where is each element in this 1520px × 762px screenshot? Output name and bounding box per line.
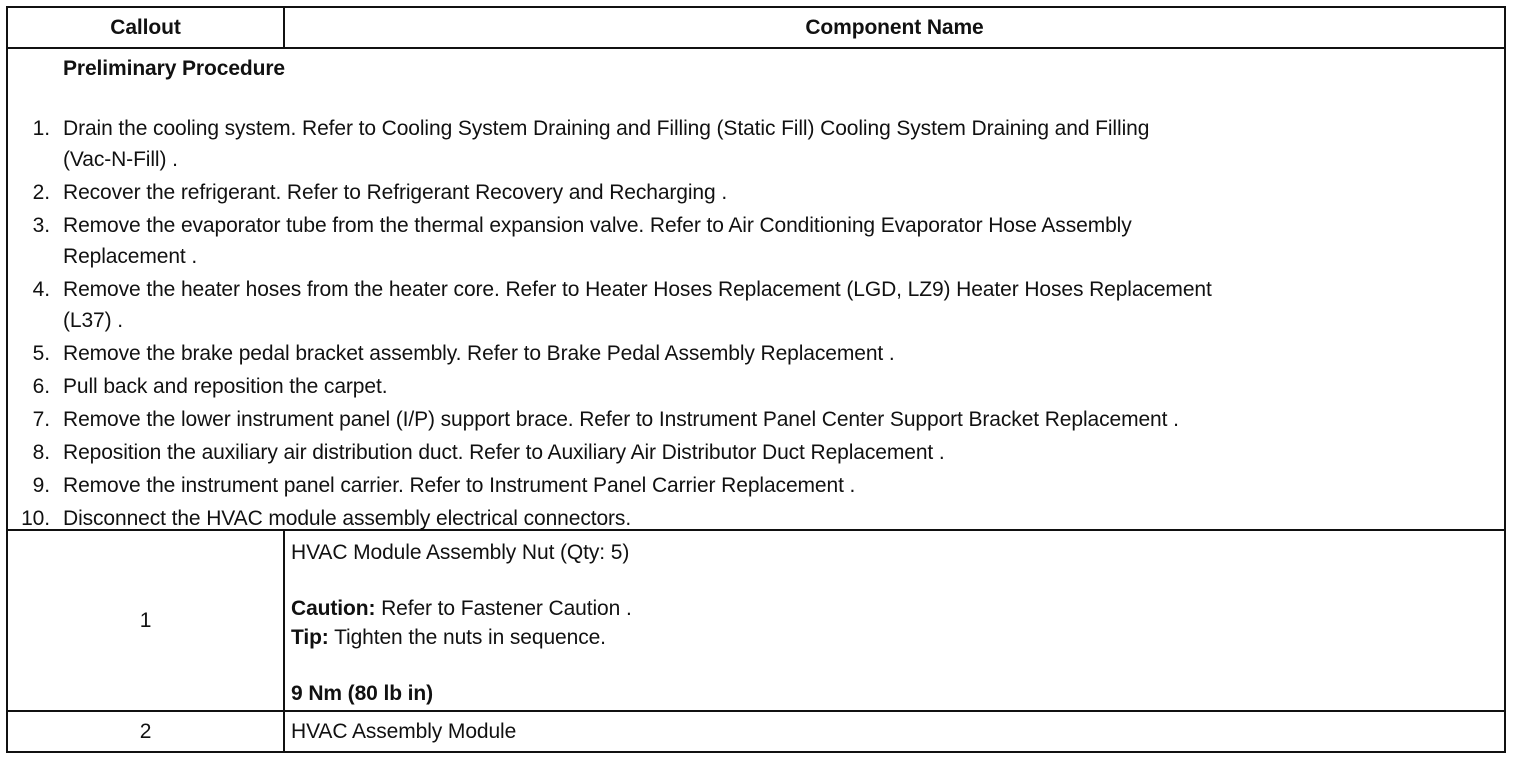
step-item [8,177,1498,208]
step-text-continued: Replacement . [63,245,198,268]
step-number: 8. [32,441,50,464]
step-item [8,210,1498,272]
header-callout: Callout [7,7,284,48]
table-row [7,711,1505,752]
step-text-continued: (L37) . [63,309,123,332]
step-number: 3. [32,214,50,237]
caution-line [291,597,632,621]
step-number: 5. [32,342,50,365]
preliminary-title: Preliminary Procedure [63,57,285,80]
step-text: Remove the lower instrument panel (I/P) support brace. Refer to Instrument Panel Center Support Bracket Replacement . [63,408,1179,431]
header-component-name: Component Name [284,7,1505,48]
torque-spec: 9 Nm (80 lb in) [291,682,434,705]
step-item [8,113,1498,175]
step-number: 4. [32,278,50,301]
preliminary-steps [8,113,1498,536]
step-number: 1. [32,117,50,140]
step-number: 7. [32,408,50,431]
step-text: Remove the heater hoses from the heater core. Refer to Heater Hoses Replacement (LGD, LZ9) Heater Hoses Replacement [63,278,1212,301]
preliminary-row [7,48,1505,530]
caution-label: Caution: [291,597,376,620]
caution-text: Refer to Fastener Caution . [375,597,632,620]
tip-text: Tighten the nuts in sequence. [328,626,606,649]
step-text-continued: (Vac-N-Fill) . [63,148,178,171]
step-text: Pull back and reposition the carpet. [63,375,388,398]
component-table [6,6,1506,753]
component-name: HVAC Module Assembly Nut (Qty: 5) [291,541,630,564]
table-row [7,530,1505,711]
tip-line [291,626,606,650]
step-item [8,338,1498,369]
step-text: Reposition the auxiliary air distribution duct. Refer to Auxiliary Air Distributor Duct Replacement . [63,441,945,464]
step-number: 2. [32,181,50,204]
header-row [7,7,1505,48]
step-number: 6. [32,375,50,398]
step-item [8,404,1498,435]
step-item [8,274,1498,336]
step-number: 10. [21,507,50,530]
callout-number: 1 [7,530,284,711]
preliminary-cell [7,48,1505,530]
step-item [8,470,1498,501]
step-text: Remove the evaporator tube from the thermal expansion valve. Refer to Air Conditioning Evaporator Hose Assembly [63,214,1132,237]
step-text: Drain the cooling system. Refer to Cooling System Draining and Filling (Static Fill) Cooling System Draining and Filling [63,117,1150,140]
callout-number: 2 [7,711,284,752]
step-number: 9. [32,474,50,497]
step-text: Remove the instrument panel carrier. Refer to Instrument Panel Carrier Replacement . [63,474,856,497]
component-name: HVAC Assembly Module [284,711,1505,752]
component-cell [284,530,1505,711]
step-text: Remove the brake pedal bracket assembly. Refer to Brake Pedal Assembly Replacement . [63,342,895,365]
step-text: Disconnect the HVAC module assembly electrical connectors. [63,507,632,530]
step-item [8,371,1498,402]
tip-label: Tip: [291,626,329,649]
step-text: Recover the refrigerant. Refer to Refrigerant Recovery and Recharging . [63,181,728,204]
step-item [8,437,1498,468]
